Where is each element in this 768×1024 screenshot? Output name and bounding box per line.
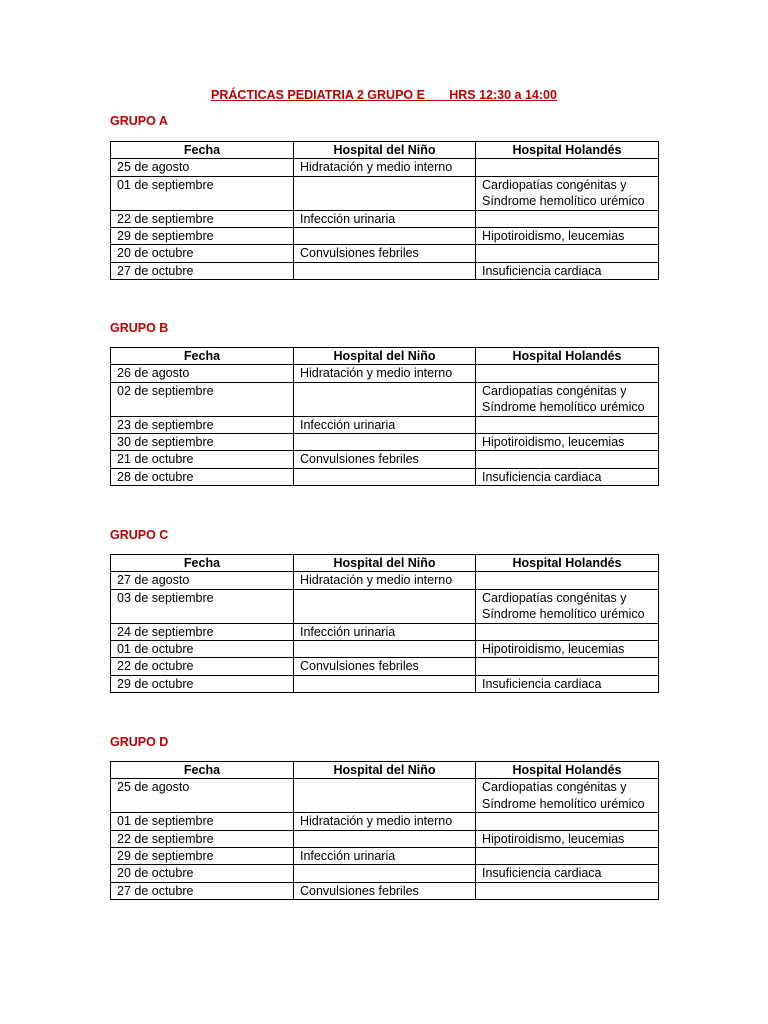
header-hospital-nino: Hospital del Niño	[294, 762, 476, 779]
cell-holandes	[476, 848, 659, 865]
cell-date: 29 de septiembre	[111, 848, 294, 865]
cell-holandes	[476, 159, 659, 176]
table-row	[111, 228, 659, 245]
cell-nino: Convulsiones febriles	[294, 882, 476, 899]
cell-nino	[294, 589, 476, 623]
table-row	[111, 262, 659, 279]
cell-date: 22 de septiembre	[111, 830, 294, 847]
table-row	[111, 451, 659, 468]
cell-date: 20 de octubre	[111, 865, 294, 882]
cell-holandes: Cardiopatías congénitas y Síndrome hemolítico urémico	[476, 176, 659, 210]
table-row	[111, 382, 659, 416]
cell-nino	[294, 434, 476, 451]
cell-holandes	[476, 245, 659, 262]
cell-date: 23 de septiembre	[111, 416, 294, 433]
cell-nino: Infección urinaria	[294, 416, 476, 433]
cell-holandes	[476, 451, 659, 468]
group-d-table	[110, 761, 659, 900]
cell-date: 01 de octubre	[111, 641, 294, 658]
table-row	[111, 210, 659, 227]
cell-date: 25 de agosto	[111, 779, 294, 813]
header-hospital-nino: Hospital del Niño	[294, 555, 476, 572]
cell-nino: Infección urinaria	[294, 210, 476, 227]
cell-holandes: Insuficiencia cardiaca	[476, 865, 659, 882]
table-row	[111, 848, 659, 865]
cell-holandes: Hipotiroidismo, leucemias	[476, 434, 659, 451]
table-row	[111, 468, 659, 485]
cell-date: 26 de agosto	[111, 365, 294, 382]
cell-nino: Hidratación y medio interno	[294, 365, 476, 382]
cell-date: 28 de octubre	[111, 468, 294, 485]
table-header-row	[111, 348, 659, 365]
table-row	[111, 416, 659, 433]
cell-holandes	[476, 572, 659, 589]
table-row	[111, 365, 659, 382]
cell-nino	[294, 865, 476, 882]
cell-nino: Hidratación y medio interno	[294, 813, 476, 830]
header-fecha: Fecha	[111, 762, 294, 779]
cell-holandes	[476, 658, 659, 675]
cell-holandes: Hipotiroidismo, leucemias	[476, 228, 659, 245]
table-row	[111, 641, 659, 658]
table-row	[111, 813, 659, 830]
cell-date: 21 de octubre	[111, 451, 294, 468]
cell-date: 01 de septiembre	[111, 176, 294, 210]
cell-date: 03 de septiembre	[111, 589, 294, 623]
table-header-row	[111, 142, 659, 159]
cell-nino	[294, 382, 476, 416]
group-b-label: GRUPO B	[110, 321, 169, 335]
header-hospital-nino: Hospital del Niño	[294, 348, 476, 365]
header-hospital-holandes: Hospital Holandés	[476, 142, 659, 159]
cell-nino: Infección urinaria	[294, 848, 476, 865]
cell-holandes	[476, 882, 659, 899]
table-row	[111, 623, 659, 640]
cell-nino	[294, 262, 476, 279]
cell-nino	[294, 675, 476, 692]
cell-holandes: Hipotiroidismo, leucemias	[476, 641, 659, 658]
table-row	[111, 572, 659, 589]
cell-nino: Convulsiones febriles	[294, 245, 476, 262]
table-row	[111, 589, 659, 623]
cell-date: 27 de octubre	[111, 882, 294, 899]
cell-holandes: Insuficiencia cardiaca	[476, 675, 659, 692]
cell-date: 01 de septiembre	[111, 813, 294, 830]
header-fecha: Fecha	[111, 555, 294, 572]
header-hospital-nino: Hospital del Niño	[294, 142, 476, 159]
cell-holandes	[476, 813, 659, 830]
table-row	[111, 159, 659, 176]
cell-holandes	[476, 416, 659, 433]
cell-holandes: Hipotiroidismo, leucemias	[476, 830, 659, 847]
cell-date: 30 de septiembre	[111, 434, 294, 451]
cell-nino: Infección urinaria	[294, 623, 476, 640]
group-d-label: GRUPO D	[110, 735, 169, 749]
table-row	[111, 245, 659, 262]
table-row	[111, 176, 659, 210]
header-hospital-holandes: Hospital Holandés	[476, 555, 659, 572]
table-header-row	[111, 555, 659, 572]
group-a-table	[110, 141, 659, 280]
document-title: PRÁCTICAS PEDIATRIA 2 GRUPO E HRS 12:30 a 14:00	[211, 88, 557, 102]
cell-nino: Convulsiones febriles	[294, 451, 476, 468]
cell-date: 29 de octubre	[111, 675, 294, 692]
cell-holandes: Cardiopatías congénitas y Síndrome hemolítico urémico	[476, 382, 659, 416]
table-row	[111, 658, 659, 675]
cell-holandes: Insuficiencia cardiaca	[476, 262, 659, 279]
cell-date: 25 de agosto	[111, 159, 294, 176]
cell-date: 24 de septiembre	[111, 623, 294, 640]
cell-nino	[294, 176, 476, 210]
table-row	[111, 434, 659, 451]
cell-nino	[294, 830, 476, 847]
table-row	[111, 779, 659, 813]
cell-date: 22 de septiembre	[111, 210, 294, 227]
cell-date: 20 de octubre	[111, 245, 294, 262]
header-fecha: Fecha	[111, 142, 294, 159]
cell-holandes: Insuficiencia cardiaca	[476, 468, 659, 485]
cell-date: 22 de octubre	[111, 658, 294, 675]
group-c-label: GRUPO C	[110, 528, 169, 542]
group-a-label: GRUPO A	[110, 114, 168, 128]
cell-date: 27 de agosto	[111, 572, 294, 589]
table-row	[111, 865, 659, 882]
table-row	[111, 882, 659, 899]
cell-nino: Hidratación y medio interno	[294, 572, 476, 589]
cell-nino: Convulsiones febriles	[294, 658, 476, 675]
table-row	[111, 830, 659, 847]
cell-date: 02 de septiembre	[111, 382, 294, 416]
header-hospital-holandes: Hospital Holandés	[476, 348, 659, 365]
cell-nino: Hidratación y medio interno	[294, 159, 476, 176]
group-b-table	[110, 347, 659, 486]
cell-nino	[294, 228, 476, 245]
cell-holandes: Cardiopatías congénitas y Síndrome hemolítico urémico	[476, 779, 659, 813]
cell-date: 29 de septiembre	[111, 228, 294, 245]
table-header-row	[111, 762, 659, 779]
header-fecha: Fecha	[111, 348, 294, 365]
header-hospital-holandes: Hospital Holandés	[476, 762, 659, 779]
cell-nino	[294, 468, 476, 485]
group-c-table	[110, 554, 659, 693]
cell-nino	[294, 641, 476, 658]
cell-date: 27 de octubre	[111, 262, 294, 279]
cell-holandes	[476, 210, 659, 227]
cell-holandes	[476, 365, 659, 382]
cell-nino	[294, 779, 476, 813]
cell-holandes	[476, 623, 659, 640]
cell-holandes: Cardiopatías congénitas y Síndrome hemolítico urémico	[476, 589, 659, 623]
table-row	[111, 675, 659, 692]
